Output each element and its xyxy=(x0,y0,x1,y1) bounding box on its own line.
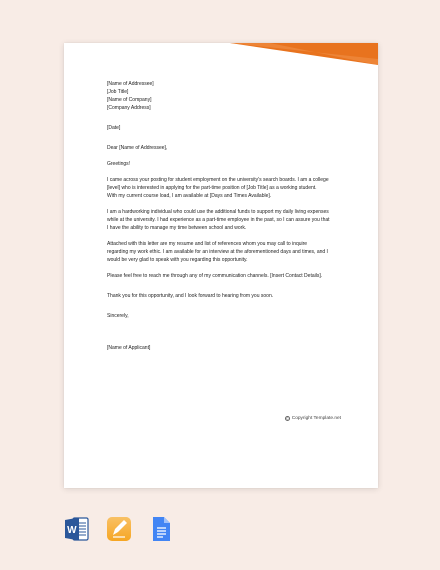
copyright-icon: © xyxy=(285,417,289,421)
paragraph-intro-line: [level] who is interested in applying for the part-time position of [Job Title] as a working student. xyxy=(107,185,317,191)
paragraph-experience-line: I am a hardworking individual who could use the additional funds to support my daily living expenses xyxy=(107,209,329,215)
word-icon[interactable] xyxy=(64,515,90,543)
paragraph-experience-line: while at the university. I had experience as a part-time employee in the past, so I can assure you that xyxy=(107,217,330,223)
copyright-text: Copyright Template.net xyxy=(291,416,341,421)
word-icon-letter: W xyxy=(67,525,77,536)
addressee-job-title: [Job Title] xyxy=(107,89,129,95)
paragraph-intro-line: I came across your posting for student employment on the university's search boards. I am a college xyxy=(107,177,329,183)
letter-document-page xyxy=(64,43,378,488)
compatible-apps xyxy=(64,515,174,543)
letter-body xyxy=(107,80,343,352)
paragraph-contact: Please feel free to reach me through any of my communication channels. [Insert Contact Details]. xyxy=(107,273,323,279)
paragraph-attachments-line: Attached with this letter are my resume and list of references whom you may call to inquire xyxy=(107,241,308,247)
paragraph-intro xyxy=(107,176,343,200)
letter-closing: Sincerely, xyxy=(107,313,129,319)
paragraph-attachments-line: regarding my work ethic. I am available for an interview at the aforementioned days and times, and I xyxy=(107,249,328,255)
letter-date: [Date] xyxy=(107,125,121,131)
paragraph-thanks: Thank you for this opportunity, and I look forward to hearing from you soon. xyxy=(107,293,274,299)
applicant-name: [Name of Applicant] xyxy=(107,345,151,351)
paragraph-attachments xyxy=(107,240,343,264)
addressee-block xyxy=(107,80,343,112)
copyright-notice xyxy=(285,416,341,421)
google-docs-icon[interactable] xyxy=(148,515,174,543)
paragraph-experience xyxy=(107,208,343,232)
orange-corner-banner xyxy=(230,43,378,65)
paragraph-experience-line: I have the ability to manage my time between school and work. xyxy=(107,225,247,231)
addressee-address: [Company Address] xyxy=(107,105,151,111)
addressee-company: [Name of Company] xyxy=(107,97,152,103)
paragraph-intro-line: With my current course load, I am available at [Days and Times Available]. xyxy=(107,193,272,199)
letter-salutation: Dear [Name of Addressee], xyxy=(107,145,168,151)
addressee-name: [Name of Addressee] xyxy=(107,81,154,87)
paragraph-attachments-line: would be very glad to speak with you regarding this opportunity. xyxy=(107,257,248,263)
letter-greeting: Greetings! xyxy=(107,161,131,167)
pages-icon[interactable] xyxy=(106,515,132,543)
